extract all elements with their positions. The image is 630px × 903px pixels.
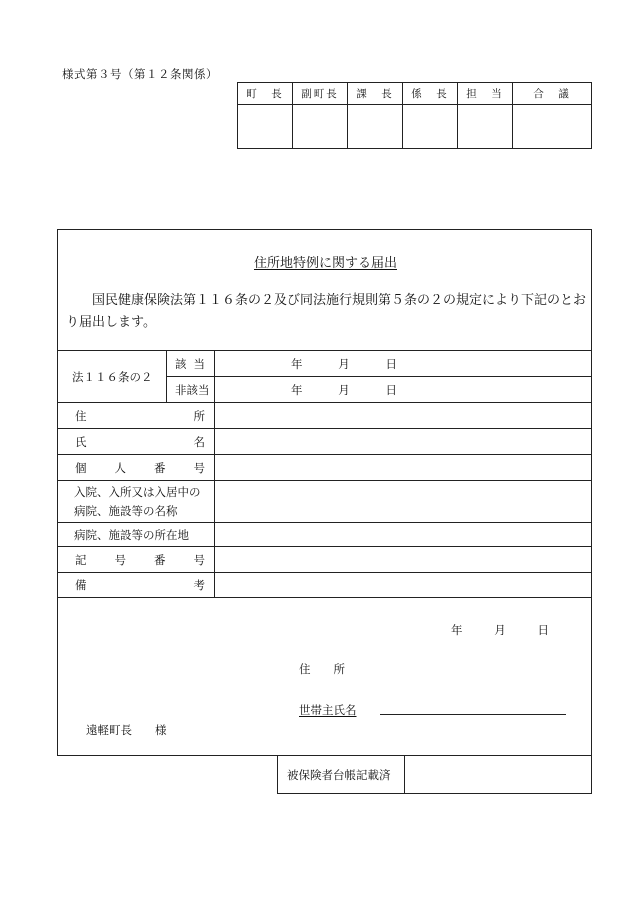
facility-name-label-line2: 病院、施設等の名称 bbox=[74, 504, 178, 518]
approval-header-section-chief: 課 長 bbox=[348, 83, 403, 105]
not-applicable-label: 非該当 bbox=[175, 383, 210, 397]
register-recorded-box bbox=[277, 756, 592, 794]
approval-header-subsection-chief: 係 長 bbox=[403, 83, 458, 105]
stamp-box-mayor[interactable] bbox=[238, 105, 293, 149]
address-label: 住 所 bbox=[75, 409, 205, 423]
personal-number-field[interactable] bbox=[216, 455, 591, 479]
stamp-box-section-chief[interactable] bbox=[348, 105, 403, 149]
stamp-box-staff[interactable] bbox=[458, 105, 513, 149]
approval-header-deputy-mayor: 副町長 bbox=[293, 83, 348, 105]
not-applicable-date-field[interactable]: 年 月 日 bbox=[291, 383, 397, 397]
approval-header-mayor: 町 長 bbox=[238, 83, 293, 105]
applicable-date-field[interactable]: 年 月 日 bbox=[291, 357, 397, 371]
stamp-box-deputy-mayor[interactable] bbox=[293, 105, 348, 149]
approval-header-staff: 担 当 bbox=[458, 83, 513, 105]
stamp-box-subsection-chief[interactable] bbox=[403, 105, 458, 149]
submitter-address-field[interactable] bbox=[368, 654, 568, 676]
name-label: 氏 名 bbox=[75, 435, 205, 449]
form-number: 様式第３号（第１２条関係） bbox=[62, 67, 218, 81]
facility-name-field[interactable] bbox=[216, 481, 591, 521]
personal-number-label: 個 人 番 号 bbox=[75, 461, 205, 475]
notification-form bbox=[57, 229, 592, 756]
approval-stamp-table bbox=[237, 82, 592, 149]
facility-location-label: 病院、施設等の所在地 bbox=[74, 528, 189, 542]
form-statement: 国民健康保険法第１１６条の２及び同法施行規則第５条の２の規定により下記のとおり届出します。 bbox=[66, 293, 587, 330]
facility-location-field[interactable] bbox=[216, 523, 591, 545]
addressee-label: 遠軽町長 様 bbox=[86, 723, 167, 737]
remarks-field[interactable] bbox=[216, 573, 591, 596]
register-recorded-label: 被保険者台帳記載済 bbox=[287, 768, 391, 782]
form-title: 住所地特例に関する届出 bbox=[253, 256, 397, 271]
stamp-box-consultation[interactable] bbox=[513, 105, 592, 149]
household-head-name-field[interactable] bbox=[380, 714, 566, 715]
name-field[interactable] bbox=[216, 429, 591, 453]
submission-date-field[interactable]: 年 月 日 bbox=[451, 623, 549, 637]
approval-header-consultation: 合 議 bbox=[513, 83, 592, 105]
facility-name-label-line1: 入院、入所又は入居中の bbox=[74, 485, 201, 499]
address-field[interactable] bbox=[216, 403, 591, 427]
law-116-2-label: 法１１６条の２ bbox=[72, 370, 153, 384]
submitter-address-label: 住 所 bbox=[299, 662, 345, 676]
register-recorded-stamp-field[interactable] bbox=[406, 756, 591, 793]
applicable-label: 該 当 bbox=[175, 357, 205, 371]
remarks-label: 備 考 bbox=[75, 578, 205, 592]
household-head-label: 世帯主氏名 bbox=[299, 703, 357, 717]
code-number-field[interactable] bbox=[216, 547, 591, 571]
code-number-label: 記 号 番 号 bbox=[75, 553, 205, 567]
